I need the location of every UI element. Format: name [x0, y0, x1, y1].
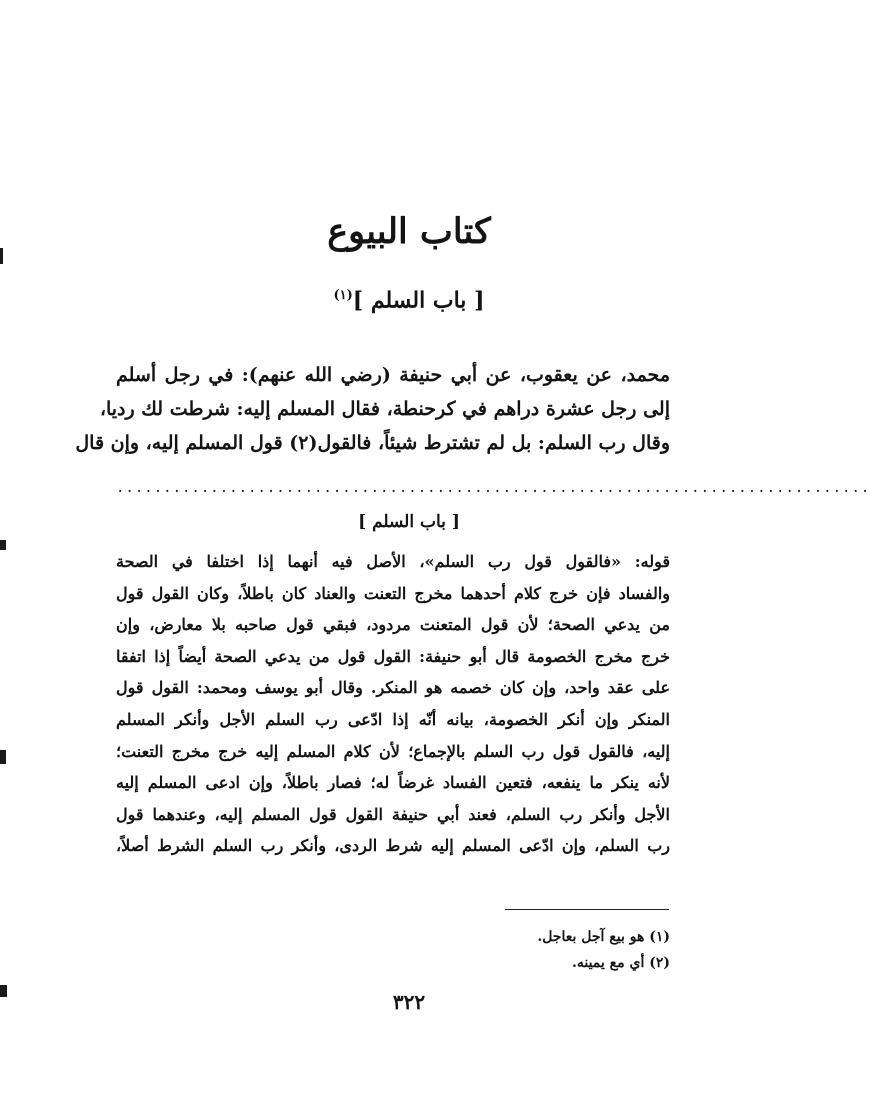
page-number: ٣٢٢: [392, 990, 426, 1014]
dotted-separator: ................................................................................: [116, 480, 870, 496]
scan-artifact-mark: [0, 540, 6, 550]
scan-artifact-mark: [0, 750, 6, 764]
main-text-line: محمد، عن يعقوب، عن أبي حنيفة (رضي الله عنهم): في رجل أسلم: [116, 364, 670, 386]
commentary-line: من يدعي الصحة؛ لأن قول المتعنت مردود، فبقي قول صاحبه بلا معارض، وإن: [116, 615, 670, 635]
commentary-line: المنكر وإن أنكر الخصومة، بيانه أنّه إذا ادّعى رب السلم الأجل وأنكر المسلم: [116, 709, 670, 729]
main-text-line: وقال رب السلم: بل لم تشترط شيئاً، فالقول(٢) قول المسلم إليه، وإن قال: [75, 432, 670, 454]
main-text-line: إلى رجل عشرة دراهم في كرحنطة، فقال المسلم إليه: شرطت لك رديا،: [99, 398, 670, 420]
footnote: (١) هو بيع آجل بعاجل.: [537, 929, 670, 945]
footnote-reference: (١): [333, 288, 353, 303]
commentary-line: قوله: «فالقول قول رب السلم»، الأصل فيه أنهما إذا اختلفا في الصحة: [116, 552, 670, 571]
commentary-line: إليه، فالقول قول رب السلم بالإجماع؛ لأن كلام المسلم إليه خرج مخرج التعنت؛: [116, 741, 670, 761]
commentary-line: رب السلم، وإن ادّعى المسلم إليه شرط الردى، وأنكر رب السلم الشرط أصلاً،: [116, 836, 670, 856]
book-title: كتاب البيوع: [327, 211, 491, 252]
commentary-text: [116, 546, 670, 862]
commentary-line: خرج مخرج الخصومة قال أبو حنيفة: القول قول من يدعي الصحة أيضاً إذا اتفقا: [116, 646, 670, 666]
commentary-line: والفساد فإن خرج كلام أحدهما مخرج التعنت والعناد كان باطلاً، وكان القول قول: [116, 583, 670, 603]
commentary-line: الأجل وأنكر رب السلم، فعند أبي حنيفة القول قول المسلم إليه، وعندهما قول: [116, 804, 670, 824]
commentary-heading: [ باب السلم ]: [358, 512, 460, 532]
commentary-line: لأنه ينكر ما ينفعه، فتعين الفساد غرضاً له؛ فصار باطلاً، وإن ادعى المسلم إليه: [116, 773, 670, 793]
main-text: [75, 358, 670, 460]
footnotes: [200, 924, 670, 976]
footnote-divider: [505, 909, 669, 910]
commentary-line: على عقد واحد، وإن كان خصمه هو المنكر. وقال أبو يوسف ومحمد: القول قول: [116, 678, 670, 698]
chapter-title-text: [ باب السلم ]: [352, 287, 485, 314]
chapter-title: [0, 280, 818, 316]
footnote: (٢) أي مع يمينه.: [571, 955, 670, 971]
